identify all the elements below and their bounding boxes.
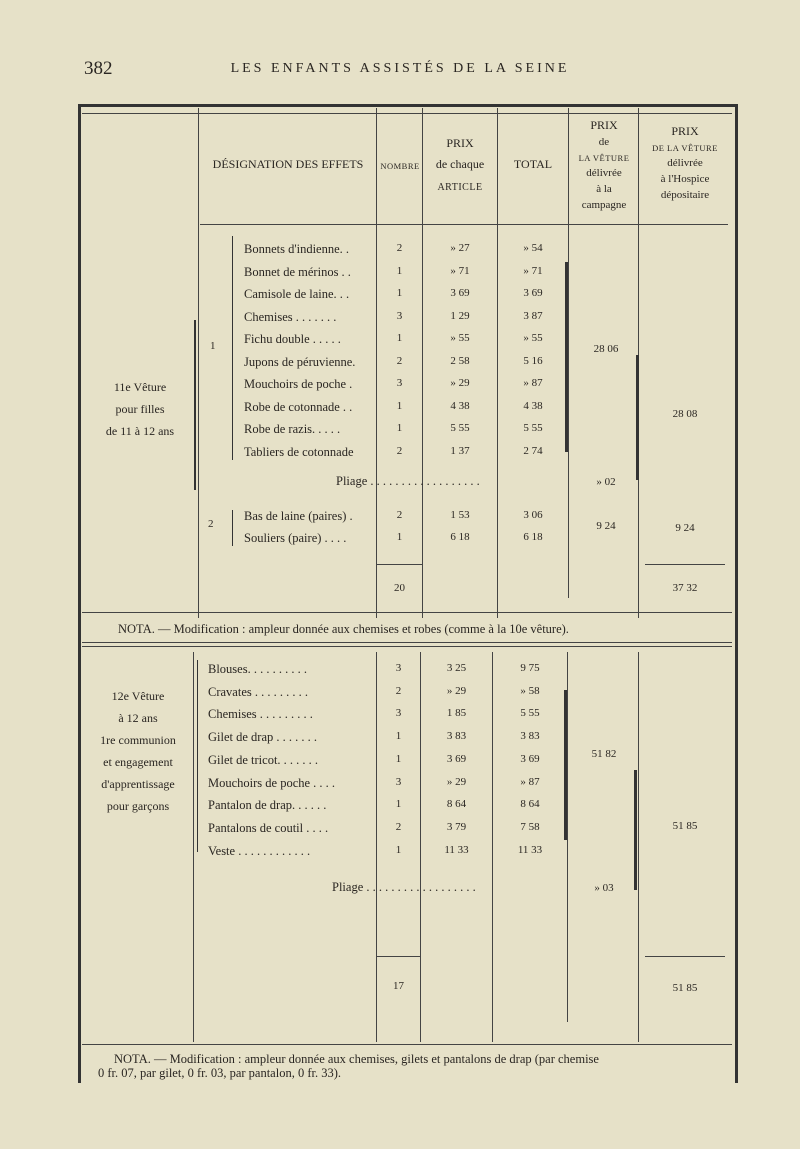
item-price: 3 69: [446, 752, 467, 765]
items-brace-2: [232, 510, 239, 546]
header-camp-l3: LA VÊTURE: [578, 153, 630, 163]
header-prix-l1: PRIX: [446, 136, 474, 150]
s2-count-rule: [377, 956, 420, 957]
section1-hosp-sub1: 28 08: [672, 408, 698, 420]
item-count: 1: [396, 531, 403, 543]
section1-pliage: Pliage . . . . . . . . . . . . . . . . . .: [336, 474, 480, 488]
section2-label-l6: pour garçons: [106, 799, 170, 813]
header-camp-l1: PRIX: [590, 118, 618, 132]
item-count: 2: [396, 354, 403, 367]
item-price: 1 85: [446, 707, 467, 720]
item-name: Chemises . . . . . . .: [244, 309, 337, 324]
item-total: » 58: [520, 684, 540, 697]
header-prix-l2: de chaque: [435, 157, 485, 171]
item-price: » 71: [450, 264, 470, 277]
item-name: Pantalon de drap. . . . . .: [208, 798, 327, 813]
item-total: 2 74: [523, 444, 543, 457]
item-count: 3: [395, 662, 402, 674]
item-count: 2: [395, 820, 402, 833]
item-total: » 54: [523, 242, 543, 254]
section2-pliage-val: » 03: [594, 882, 614, 894]
item-count: 1: [395, 798, 402, 811]
item-price: 11 33: [444, 843, 469, 856]
section2-nota-l1: NOTA. — Modification : ampleur donnée aux chemises, gilets et pantalons de drap (par chemise: [114, 1052, 599, 1066]
item-total: 5 55: [523, 422, 543, 434]
header-camp-l5: à la: [596, 183, 612, 195]
item-name: Blouses. . . . . . . . . .: [208, 662, 307, 676]
item-count: 1: [396, 399, 403, 412]
item-count: 1: [396, 264, 403, 277]
section2-label-l2: à 12 ans: [118, 711, 158, 725]
section1-camp-sub2: 9 24: [596, 520, 616, 532]
items-brace-1: [232, 236, 239, 460]
item-price: » 55: [450, 332, 470, 344]
item-name: Jupons de péruvienne.: [244, 354, 356, 369]
s2-col-line-designation: [193, 652, 194, 1042]
item-count: 2: [396, 509, 403, 521]
section2-label-l4: et engagement: [103, 755, 173, 769]
item-total: 7 58: [520, 820, 540, 833]
s1-count-rule: [377, 564, 422, 565]
hosp-brace-1: [636, 355, 639, 480]
item-name: Gilet de drap . . . . . . .: [208, 730, 318, 745]
item-count: 3: [395, 775, 402, 788]
item-name: Gilet de tricot. . . . . . .: [208, 752, 319, 767]
header-hosp-l1: PRIX: [671, 124, 699, 138]
item-price: » 29: [446, 684, 467, 697]
section2-nota-l2: 0 fr. 07, par gilet, 0 fr. 03, par pantalon, 0 fr. 33).: [98, 1066, 341, 1080]
s1-hosp-rule: [645, 564, 725, 565]
section1-hosp-total: 37 32: [672, 582, 698, 594]
item-price: 3 69: [450, 287, 470, 299]
section1-pliage-val: » 02: [596, 476, 616, 488]
header-hosp-l2: DE LA VÊTURE: [652, 143, 718, 153]
item-count: 1: [395, 752, 402, 765]
item-total: 9 75: [520, 662, 540, 674]
item-total: 8 64: [520, 798, 540, 811]
section1-hosp-sub2: 9 24: [675, 522, 695, 534]
item-name: Souliers (paire) . . . .: [244, 531, 347, 545]
item-price: 1 37: [450, 444, 470, 457]
item-price: 3 79: [446, 820, 467, 833]
s1-end-rule: [82, 612, 732, 613]
section1-label-l2: pour filles: [115, 402, 165, 416]
item-name: Cravates . . . . . . . . .: [208, 684, 308, 699]
hosp-brace-s2: [634, 770, 637, 890]
item-name: Fichu double . . . . .: [244, 332, 341, 346]
section2-label-l5: d'apprentissage: [101, 777, 175, 791]
section2-pliage: Pliage . . . . . . . . . . . . . . . . . .: [332, 880, 476, 894]
item-name: Veste . . . . . . . . . . . .: [208, 843, 311, 858]
section2-label-l3: 1re communion: [100, 733, 176, 747]
items-brace-s2: [197, 660, 204, 852]
item-total: » 71: [523, 264, 543, 277]
item-count: 2: [395, 684, 402, 697]
item-count: 1: [396, 422, 403, 434]
header-prix-l3: ARTICLE: [437, 182, 483, 193]
header-camp-l4: délivrée: [586, 167, 622, 179]
item-count: 3: [396, 377, 403, 389]
section2-hosp-sub: 51 85: [672, 820, 698, 832]
s2-end-rule: [82, 1044, 732, 1045]
item-total: 3 06: [523, 509, 543, 521]
item-total: » 55: [523, 332, 543, 344]
item-price: 3 25: [446, 662, 467, 674]
section1-count-total: 20: [394, 582, 405, 594]
running-head: LES ENFANTS ASSISTÉS DE LA SEINE: [230, 61, 570, 76]
header-nombre: NOMBRE: [380, 161, 420, 171]
item-price: » 27: [450, 242, 470, 254]
item-total: » 87: [520, 775, 540, 788]
section1-label-l1: 11e Vêture: [113, 380, 167, 394]
item-name: Bonnet de mérinos . .: [244, 264, 351, 279]
item-name: Pantalons de coutil . . . .: [208, 820, 329, 835]
item-total: 3 87: [523, 309, 543, 322]
item-count: 2: [396, 242, 403, 254]
item-price: 3 83: [446, 730, 467, 743]
item-total: 5 55: [520, 707, 540, 720]
item-total: 4 38: [523, 399, 543, 412]
header-hosp-l3: délivrée: [667, 157, 703, 169]
section2-hosp-total: 51 85: [672, 982, 698, 994]
section2-camp-sub: 51 82: [591, 748, 617, 760]
s2-col-line-camp: [567, 652, 568, 1022]
item-name: Mouchoirs de poche . . . .: [208, 775, 336, 790]
s2-col-line-hosp: [638, 652, 639, 1042]
header-top-rule: [82, 113, 732, 114]
item-price: 8 64: [446, 798, 467, 811]
item-price: 5 55: [450, 422, 470, 434]
item-total: 6 18: [523, 531, 543, 543]
item-total: 3 69: [523, 287, 543, 299]
header-total: TOTAL: [513, 157, 553, 171]
header-designation: DÉSIGNATION DES EFFETS: [212, 157, 364, 171]
page-number: 382: [84, 58, 113, 79]
col-line-designation: [198, 108, 199, 618]
item-name: Robe de razis. . . . .: [244, 422, 341, 436]
item-name: Camisole de laine. . .: [244, 287, 350, 301]
camp-brace-s2: [564, 690, 567, 840]
item-total: 11 33: [517, 843, 543, 856]
item-price: » 29: [450, 377, 470, 389]
item-name: Bonnets d'indienne. .: [244, 242, 350, 256]
section1-brace: [194, 320, 196, 490]
item-price: 2 58: [450, 354, 470, 367]
item-price: 1 29: [450, 309, 470, 322]
item-count: 1: [396, 332, 403, 344]
item-total: » 87: [523, 377, 543, 389]
s2-start-rule-2: [82, 646, 732, 647]
item-total: 5 16: [523, 354, 543, 367]
s2-hosp-rule: [645, 956, 725, 957]
section1-camp-sub1: 28 06: [593, 343, 619, 355]
item-total: 3 69: [520, 752, 540, 765]
item-name: Chemises . . . . . . . . .: [208, 707, 313, 722]
item-name: Bas de laine (paires) .: [244, 509, 353, 523]
item-count: 1: [395, 843, 402, 856]
section2-label-l1: 12e Vêture: [111, 689, 165, 703]
camp-brace-1: [565, 262, 568, 452]
item-total: 3 83: [520, 730, 540, 743]
item-price: » 29: [446, 775, 467, 788]
header-hosp-l4: à l'Hospice: [660, 173, 710, 185]
item-count: 3: [395, 707, 402, 720]
item-name: Tabliers de cotonnade: [244, 444, 354, 459]
item-name: Mouchoirs de poche .: [244, 377, 353, 391]
section1-group2: 2: [208, 518, 214, 530]
section2-count-total: 17: [393, 980, 404, 992]
section1-label-l3: de 11 à 12 ans: [105, 424, 175, 438]
item-price: 1 53: [450, 509, 470, 521]
item-price: 4 38: [450, 399, 470, 412]
item-count: 1: [396, 287, 403, 299]
item-price: 6 18: [450, 531, 470, 543]
item-count: 3: [396, 309, 403, 322]
section1-nota: NOTA. — Modification : ampleur donnée aux chemises et robes (comme à la 10e vêture).: [118, 622, 569, 636]
s2-start-rule: [82, 642, 732, 643]
item-count: 2: [396, 444, 403, 457]
header-bottom-rule: [200, 224, 728, 225]
header-camp-l2: de: [598, 136, 610, 148]
item-name: Robe de cotonnade . .: [244, 399, 353, 414]
header-hosp-l5: dépositaire: [660, 189, 710, 201]
header-camp-l6: campagne: [581, 199, 627, 211]
section1-group1: 1: [210, 340, 216, 352]
item-count: 1: [395, 730, 402, 743]
